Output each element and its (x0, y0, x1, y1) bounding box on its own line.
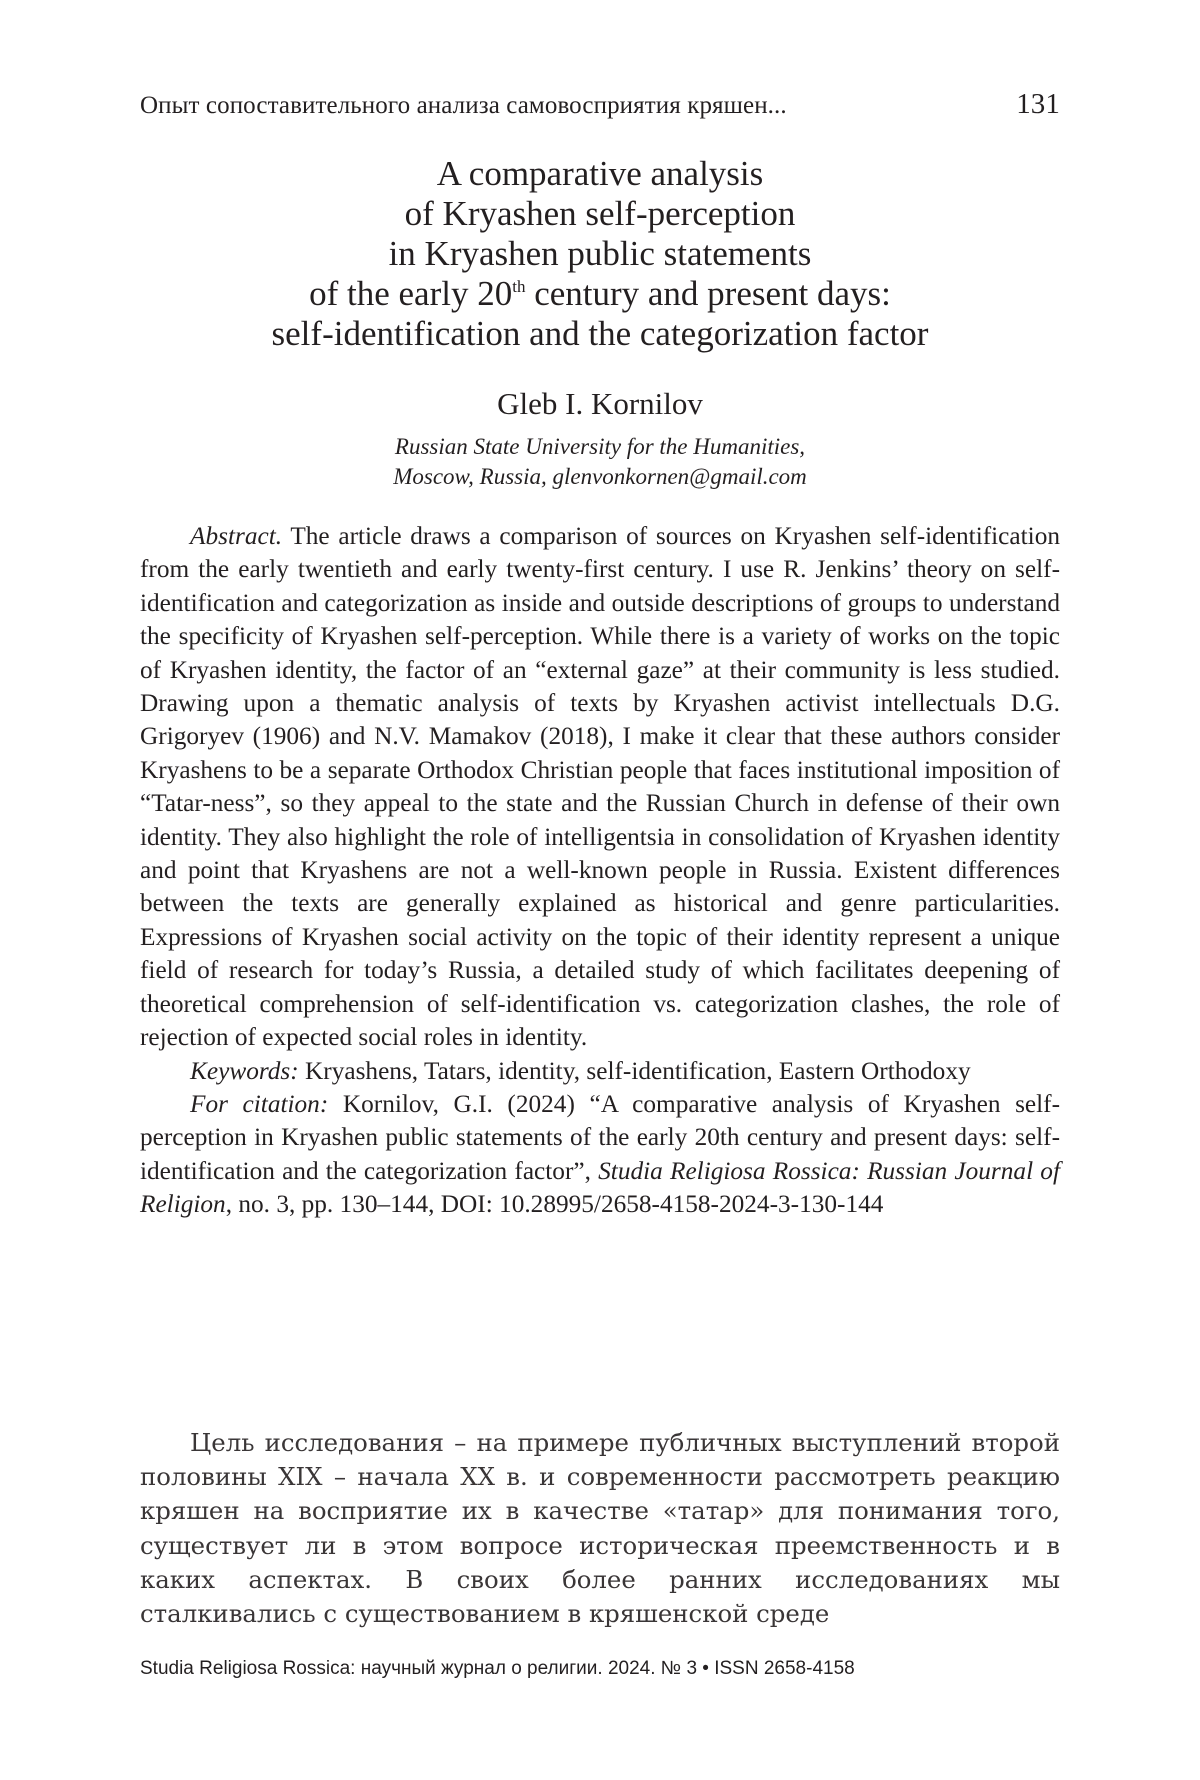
keywords-paragraph (140, 1055, 1060, 1088)
affiliation-line-1: Russian State University for the Humanities, (394, 434, 806, 459)
citation-text: Kornilov, G.I. (2024) “A comparative analysis of Kryashen self-perception in Kryashen public statements of the early 20th century and present days: self-identification and the categorization factor”, (140, 1089, 1061, 1185)
abstract-paragraph (140, 520, 1060, 1055)
title-line-5: self-identification and the categorization factor (271, 314, 929, 353)
citation-label: For citation: (190, 1089, 329, 1118)
page-footer: Studia Religiosa Rossica: научный журнал о религии. 2024. № 3 • ISSN 2658-4158 (140, 1658, 855, 1679)
page-number: 131 (1016, 88, 1060, 120)
citation-journal: Studia Religiosa Rossica: Russian Journal of Religion (140, 1156, 1060, 1219)
running-head-title: Опыт сопоставительного анализа самовосприятия кряшен... (140, 92, 787, 119)
title-line-1: A comparative analysis (436, 154, 764, 193)
abstract-label: Abstract. (190, 522, 283, 550)
abstract-section (140, 520, 1060, 1222)
journal-page (140, 0, 1060, 1780)
body-text (140, 1426, 1060, 1631)
article-title (140, 154, 1060, 354)
title-line-2: of Kryashen self-perception (404, 194, 796, 233)
affiliation-line-2: Moscow, Russia, glenvonkornen@gmail.com (393, 464, 807, 489)
citation-paragraph (140, 1088, 1060, 1222)
title-superscript: th (512, 277, 526, 296)
keywords-text: Kryashens, Tatars, identity, self-identification, Eastern Orthodoxy (305, 1056, 971, 1085)
running-head (140, 88, 1060, 121)
author-name: Gleb I. Kornilov (497, 386, 703, 421)
abstract-text: The article draws a comparison of sources on Kryashen self-identification from the early twentieth and early twenty-first century. I use R. Jenkins’ theory on self-identification and categorization as inside and outside descriptions of groups to understand the specificity of Kryashen self-perception. While there is a variety of works on the topic of Kryashen identity, the factor of an “external gaze” at their community is less studied. Drawing upon a thematic analysis of texts by Kryashen activist intellectuals D.G. Grigoryev (1906) and N.V. Mamakov (2018), I make it clear that these authors consider Kryashens to be a separate Orthodox Christian people that faces institutional imposition of “Tatar-ness”, so they appeal to the state and the Russian Church in defense of their own identity. They also highlight the role of intelligentsia in consolidation of Kryashen identity and point that Kryashens are not a well-known people in Russia. Existent differences between the texts are generally explained as historical and genre particularities. Expressions of Kryashen social activity on the topic of their identity represent a unique field of research for today’s Russia, a detailed study of which facilitates deepening of theoretical comprehension of self-identification vs. categorization clashes, the role of rejection of expected social roles in identity. (140, 522, 1060, 1052)
body-paragraph: Цель исследования – на примере публичных выступлений второй половины XIX – начала XX в. и современности рассмотреть реакцию кряшен на восприятие их в качестве «татар» для понимания того, существует ли в этом вопросе историческая преемственность и в каких аспектах. В своих более ранних исследованиях мы сталкивались с существованием в кряшенской среде (140, 1428, 1060, 1629)
title-line-4 (140, 274, 1060, 314)
keywords-label: Keywords: (190, 1056, 299, 1085)
author-affiliation (140, 432, 1060, 492)
title-line-4-start: of the early 20 (309, 274, 513, 313)
title-line-4-end: century and present days: (525, 274, 891, 313)
citation-details: , no. 3, pp. 130–144, DOI: 10.28995/2658-4158-2024-3-130-144 (225, 1190, 884, 1219)
title-line-3: in Kryashen public statements (388, 234, 812, 273)
